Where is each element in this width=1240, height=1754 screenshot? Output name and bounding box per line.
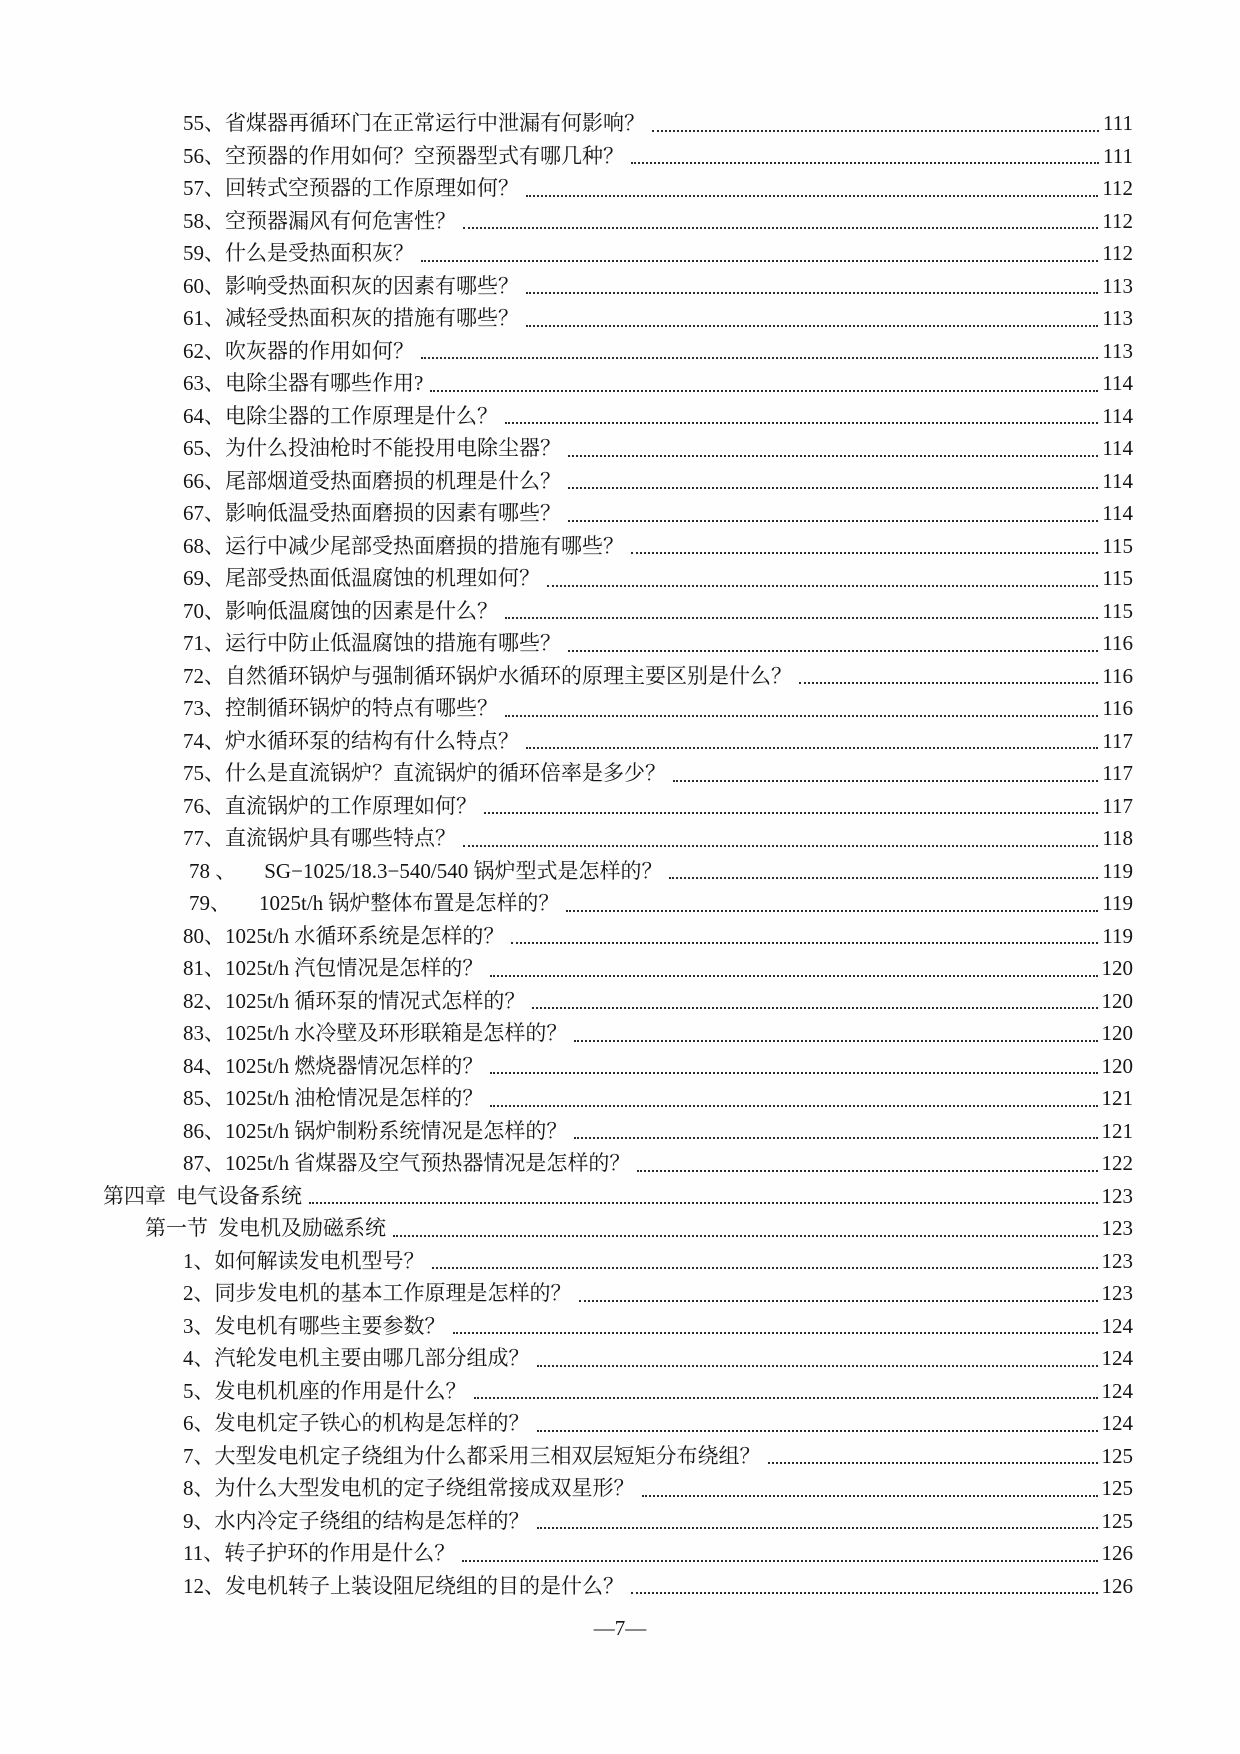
toc-entry-title: 1025t/h 水冷壁及环形联箱是怎样的？ [225, 1021, 568, 1045]
toc-entry-number: 84、 [183, 1053, 225, 1078]
toc-entry-number: 74、 [183, 728, 225, 753]
toc-entry-page: 125 [1101, 1443, 1133, 1468]
toc-entry-page: 125 [1101, 1508, 1133, 1533]
toc-entry-number: 66、 [183, 468, 225, 493]
toc-entry-page: 114 [1102, 371, 1133, 395]
dotted-leader [453, 1332, 1098, 1334]
toc-entry-number: 1、 [183, 1248, 215, 1273]
toc-entry-number: 82、 [183, 988, 225, 1013]
toc-entry [103, 432, 1133, 465]
toc-entry-title: 空预器漏风有何危害性？ [225, 208, 456, 233]
toc-entry [103, 465, 1133, 498]
toc-entry-title: 尾部烟道受热面磨损的机理是什么？ [225, 468, 561, 493]
dotted-leader [421, 260, 1098, 262]
toc-entry-title: 水内冷定子绕组的结构是怎样的？ [214, 1508, 530, 1533]
dotted-leader [490, 975, 1097, 977]
toc-entry-page: 119 [1102, 891, 1133, 915]
dotted-leader [631, 162, 1099, 164]
toc-entry [103, 627, 1133, 660]
toc-entry-number: 76、 [183, 793, 225, 818]
toc-entry [103, 660, 1133, 693]
toc-entry-number: 65、 [183, 436, 225, 460]
toc-entry-title: 发电机转子上装设阻尼绕组的目的是什么？ [225, 1573, 624, 1598]
dotted-leader [637, 1170, 1097, 1172]
toc-entry-number: 86、 [183, 1118, 225, 1143]
toc-entry-title: 发电机有哪些主要参数？ [214, 1313, 446, 1338]
toc-entry-page: 120 [1101, 1053, 1133, 1078]
toc-entry [103, 952, 1133, 985]
toc-entry-title: 为什么大型发电机的定子绕组常接成双星形？ [214, 1476, 635, 1500]
toc-entry-page: 120 [1101, 956, 1133, 980]
toc-entry-title: 影响低温腐蚀的因素是什么？ [225, 598, 498, 623]
toc-entry-page: 120 [1101, 1021, 1133, 1045]
dotted-leader [537, 1527, 1098, 1529]
dotted-leader [547, 585, 1098, 587]
dotted-leader [463, 845, 1098, 847]
dotted-leader [652, 130, 1099, 132]
toc-entry-title: 回转式空预器的工作原理如何？ [225, 176, 519, 200]
toc-entry-title: 省煤器再循环门在正常运行中泄漏有何影响？ [225, 111, 645, 135]
toc-entry [103, 1375, 1133, 1408]
toc-entry-number: 73、 [183, 696, 225, 720]
toc-entry-number: 55、 [183, 111, 225, 135]
dotted-leader [309, 1202, 1098, 1204]
toc-entry [103, 920, 1133, 953]
toc-entry-title: 1025t/h 锅炉制粉系统情况是怎样的？ [225, 1118, 568, 1143]
toc-entry [103, 855, 1133, 888]
dotted-leader [505, 422, 1098, 424]
toc-entry-page: 117 [1102, 761, 1133, 785]
toc-entry-number: 3、 [183, 1313, 215, 1338]
toc-entry-title: 大型发电机定子绕组为什么都采用三相双层短矩分布绕组？ [214, 1443, 761, 1468]
toc-entry-page: 113 [1102, 306, 1133, 330]
toc-entry-title: 电除尘器的工作原理是什么？ [225, 403, 498, 428]
toc-entry-number: 59、 [183, 241, 225, 265]
toc-entry-title: 吹灰器的作用如何？ [225, 338, 414, 363]
toc-entry [103, 237, 1133, 270]
toc-entry-page: 118 [1102, 826, 1133, 850]
toc-entry [103, 822, 1133, 855]
toc-entry-title: 炉水循环泵的结构有什么特点？ [225, 728, 519, 753]
toc-entry-title: 为什么投油枪时不能投用电除尘器？ [225, 436, 561, 460]
toc-entry-title: 发电机及励磁系统 [218, 1216, 386, 1240]
toc-entry-page: 124 [1101, 1411, 1133, 1435]
toc-entry-number: 69、 [183, 566, 225, 590]
toc-entry-title: 什么是受热面积灰？ [225, 241, 414, 265]
toc-entry-number: 62、 [183, 338, 225, 363]
dotted-leader [511, 942, 1098, 944]
toc-entry-page: 112 [1102, 176, 1133, 200]
toc-entry-page: 112 [1102, 241, 1133, 265]
toc-entry [103, 692, 1133, 725]
toc-entry-number: 2、 [183, 1281, 215, 1305]
dotted-leader [421, 357, 1098, 359]
toc-entry [103, 1050, 1133, 1083]
toc-entry [103, 205, 1133, 238]
toc-entry-page: 116 [1102, 631, 1133, 655]
dotted-leader [505, 617, 1098, 619]
toc-entry-title: 电除尘器有哪些作用? [225, 371, 424, 395]
toc-entry-number: 57、 [183, 176, 225, 200]
dotted-leader [566, 910, 1098, 912]
toc-entry-title: 1025t/h 省煤器及空气预热器情况是怎样的？ [225, 1151, 631, 1175]
toc-entry-number: 64、 [183, 403, 225, 428]
dotted-leader [505, 715, 1098, 717]
toc-entry-title: 汽轮发电机主要由哪几部分组成？ [214, 1346, 530, 1370]
toc-entry [103, 497, 1133, 530]
toc-entry-title: 尾部受热面低温腐蚀的机理如何？ [225, 566, 540, 590]
toc-entry-page: 113 [1102, 338, 1133, 363]
toc-entry [103, 367, 1133, 400]
toc-entry-number: 79、 [189, 891, 231, 915]
toc-entry-number: 63、 [183, 371, 225, 395]
toc-entry-title: 影响受热面积灰的因素有哪些？ [225, 273, 519, 298]
toc-entry [103, 107, 1133, 140]
toc-entry-title: 空预器的作用如何？空预器型式有哪几种？ [225, 143, 624, 168]
toc-entry [103, 270, 1133, 303]
toc-entry [103, 1180, 1133, 1213]
toc-entry-number: 12、 [183, 1573, 225, 1598]
toc-entry-page: 123 [1101, 1281, 1133, 1305]
toc-entry-number: 58、 [183, 208, 225, 233]
toc-entry-page: 117 [1102, 793, 1133, 818]
toc-entry-page: 114 [1102, 468, 1133, 493]
toc-entry-page: 114 [1102, 403, 1133, 428]
toc-entry-page: 115 [1102, 566, 1133, 590]
toc-entry-title: 运行中减少尾部受热面磨损的措施有哪些？ [225, 533, 624, 558]
dotted-leader [631, 1592, 1098, 1594]
toc-entry [103, 1115, 1133, 1148]
toc-entry [103, 335, 1133, 368]
toc-entry [103, 1245, 1133, 1278]
toc-entry-page: 119 [1102, 923, 1133, 948]
toc-entry-number: 61、 [183, 306, 225, 330]
toc-entry-title: 同步发电机的基本工作原理是怎样的？ [214, 1281, 572, 1305]
dotted-leader [642, 1495, 1098, 1497]
toc-entry-number: 71、 [183, 631, 225, 655]
toc-entry [103, 140, 1133, 173]
toc-entry-title: 自然循环锅炉与强制循环锅炉水循环的原理主要区别是什么？ [225, 663, 792, 688]
toc-entry-page: 112 [1102, 208, 1133, 233]
toc-entry-number: 85、 [183, 1086, 225, 1110]
toc-entry-page: 115 [1102, 598, 1133, 623]
toc-entry-title: 控制循环锅炉的特点有哪些？ [225, 696, 498, 720]
toc-entry-number: 83、 [183, 1021, 225, 1045]
toc-entry-title: 1025t/h 油枪情况是怎样的？ [225, 1086, 484, 1110]
toc-entry-title: 1025t/h 水循环系统是怎样的？ [225, 923, 505, 948]
toc-entry-page: 116 [1102, 696, 1133, 720]
toc-entry-number: 7、 [183, 1443, 215, 1468]
toc-entry-number: 75、 [183, 761, 225, 785]
dotted-leader [673, 780, 1098, 782]
toc-entry-page: 114 [1102, 501, 1133, 525]
toc-entry-number: 87、 [183, 1151, 225, 1175]
toc-entry-title: 直流锅炉具有哪些特点？ [225, 826, 456, 850]
toc-entry-page: 121 [1101, 1118, 1133, 1143]
toc-entry-title: 如何解读发电机型号？ [214, 1248, 425, 1273]
toc-list [103, 107, 1133, 1602]
toc-entry-page: 123 [1101, 1183, 1133, 1208]
toc-entry-title: 什么是直流锅炉？直流锅炉的循环倍率是多少？ [225, 761, 666, 785]
toc-entry-page: 119 [1102, 858, 1133, 883]
toc-entry-title: 1025t/h 循环泵的情况式怎样的？ [225, 988, 526, 1013]
toc-entry [103, 1147, 1133, 1180]
toc-entry [103, 172, 1133, 205]
toc-entry-title: 影响低温受热面磨损的因素有哪些？ [225, 501, 561, 525]
dotted-leader [768, 1462, 1098, 1464]
toc-entry-number: 80、 [183, 923, 225, 948]
toc-entry [103, 1017, 1133, 1050]
dotted-leader [430, 390, 1098, 392]
toc-entry [103, 1277, 1133, 1310]
toc-entry [103, 530, 1133, 563]
toc-entry-title: 1025t/h 汽包情况是怎样的？ [225, 956, 484, 980]
toc-entry [103, 1537, 1133, 1570]
toc-entry [103, 1407, 1133, 1440]
dotted-leader [537, 1365, 1098, 1367]
toc-entry-number: 70、 [183, 598, 225, 623]
toc-entry-title: 发电机机座的作用是什么？ [214, 1378, 467, 1403]
dotted-leader [669, 877, 1098, 879]
toc-entry [103, 1310, 1133, 1343]
toc-entry-page: 114 [1102, 436, 1133, 460]
toc-entry [103, 790, 1133, 823]
toc-entry-number: 4、 [183, 1346, 215, 1370]
toc-entry-page: 124 [1101, 1346, 1133, 1370]
toc-entry [103, 985, 1133, 1018]
toc-entry [103, 400, 1133, 433]
toc-entry-number: 第一节 [145, 1216, 208, 1240]
toc-entry-number: 67、 [183, 501, 225, 525]
dotted-leader [574, 1040, 1097, 1042]
toc-entry-page: 124 [1101, 1378, 1133, 1403]
dotted-leader [462, 1560, 1097, 1562]
toc-entry [103, 595, 1133, 628]
toc-entry [103, 757, 1133, 790]
dotted-leader [532, 1007, 1097, 1009]
toc-entry-number: 77、 [183, 826, 225, 850]
dotted-leader [574, 1137, 1097, 1139]
toc-entry-title: 转子护环的作用是什么？ [224, 1541, 456, 1565]
toc-entry-number: 5、 [183, 1378, 215, 1403]
toc-entry-page: 113 [1102, 273, 1133, 298]
toc-entry-page: 120 [1101, 988, 1133, 1013]
toc-entry-number: 第四章 [103, 1183, 166, 1208]
dotted-leader [537, 1430, 1098, 1432]
toc-entry-number: 68、 [183, 533, 225, 558]
dotted-leader [393, 1235, 1098, 1237]
toc-entry-number: 6、 [183, 1411, 215, 1435]
footer-page-number: —7— [593, 1616, 647, 1640]
dotted-leader [484, 812, 1098, 814]
dotted-leader [568, 487, 1098, 489]
toc-entry [103, 1440, 1133, 1473]
toc-entry-title: SG−1025/18.3−540/540 锅炉型式是怎样的？ [264, 858, 663, 883]
toc-entry-page: 121 [1101, 1086, 1133, 1110]
dotted-leader [568, 455, 1098, 457]
dotted-leader [490, 1105, 1097, 1107]
toc-entry-title: 运行中防止低温腐蚀的措施有哪些？ [225, 631, 561, 655]
dotted-leader [474, 1397, 1098, 1399]
toc-entry [103, 1505, 1133, 1538]
toc-entry-page: 111 [1103, 111, 1133, 135]
dotted-leader [568, 520, 1098, 522]
dotted-leader [631, 552, 1098, 554]
toc-entry-page: 116 [1102, 663, 1133, 688]
dotted-leader [526, 325, 1098, 327]
toc-entry [103, 562, 1133, 595]
toc-entry-page: 115 [1102, 533, 1133, 558]
dotted-leader [463, 227, 1098, 229]
toc-entry-title: 电气设备系统 [176, 1183, 302, 1208]
toc-entry-title: 1025t/h 锅炉整体布置是怎样的？ [259, 891, 560, 915]
toc-entry-page: 125 [1101, 1476, 1133, 1500]
dotted-leader [490, 1072, 1097, 1074]
toc-entry-page: 124 [1101, 1313, 1133, 1338]
toc-entry [103, 1342, 1133, 1375]
dotted-leader [526, 747, 1098, 749]
dotted-leader [526, 195, 1098, 197]
dotted-leader [432, 1267, 1098, 1269]
toc-entry-page: 123 [1101, 1216, 1133, 1240]
toc-entry-page: 122 [1101, 1151, 1133, 1175]
toc-entry [103, 1570, 1133, 1603]
toc-entry [103, 1212, 1133, 1245]
toc-entry-page: 117 [1102, 728, 1133, 753]
toc-entry-number: 81、 [183, 956, 225, 980]
dotted-leader [579, 1300, 1098, 1302]
toc-entry-number: 56、 [183, 143, 225, 168]
toc-entry [103, 1082, 1133, 1115]
toc-entry-title: 减轻受热面积灰的措施有哪些？ [225, 306, 519, 330]
toc-entry-number: 72、 [183, 663, 225, 688]
toc-entry-title: 发电机定子铁心的机构是怎样的？ [214, 1411, 530, 1435]
toc-entry-page: 126 [1101, 1573, 1133, 1598]
toc-entry [103, 725, 1133, 758]
toc-entry-number: 11、 [183, 1541, 225, 1565]
toc-entry-number: 78 、 [189, 858, 237, 883]
toc-entry [103, 887, 1133, 920]
toc-entry-number: 60、 [183, 273, 225, 298]
toc-entry-number: 8、 [183, 1476, 215, 1500]
dotted-leader [526, 292, 1098, 294]
toc-entry-page: 126 [1101, 1541, 1133, 1565]
dotted-leader [799, 682, 1098, 684]
toc-entry [103, 302, 1133, 335]
toc-entry-page: 123 [1101, 1248, 1133, 1273]
toc-entry-title: 1025t/h 燃烧器情况怎样的？ [225, 1053, 484, 1078]
toc-entry-title: 直流锅炉的工作原理如何？ [225, 793, 477, 818]
toc-entry-page: 111 [1103, 143, 1133, 168]
dotted-leader [568, 650, 1098, 652]
toc-entry-number: 9、 [183, 1508, 215, 1533]
toc-entry [103, 1472, 1133, 1505]
